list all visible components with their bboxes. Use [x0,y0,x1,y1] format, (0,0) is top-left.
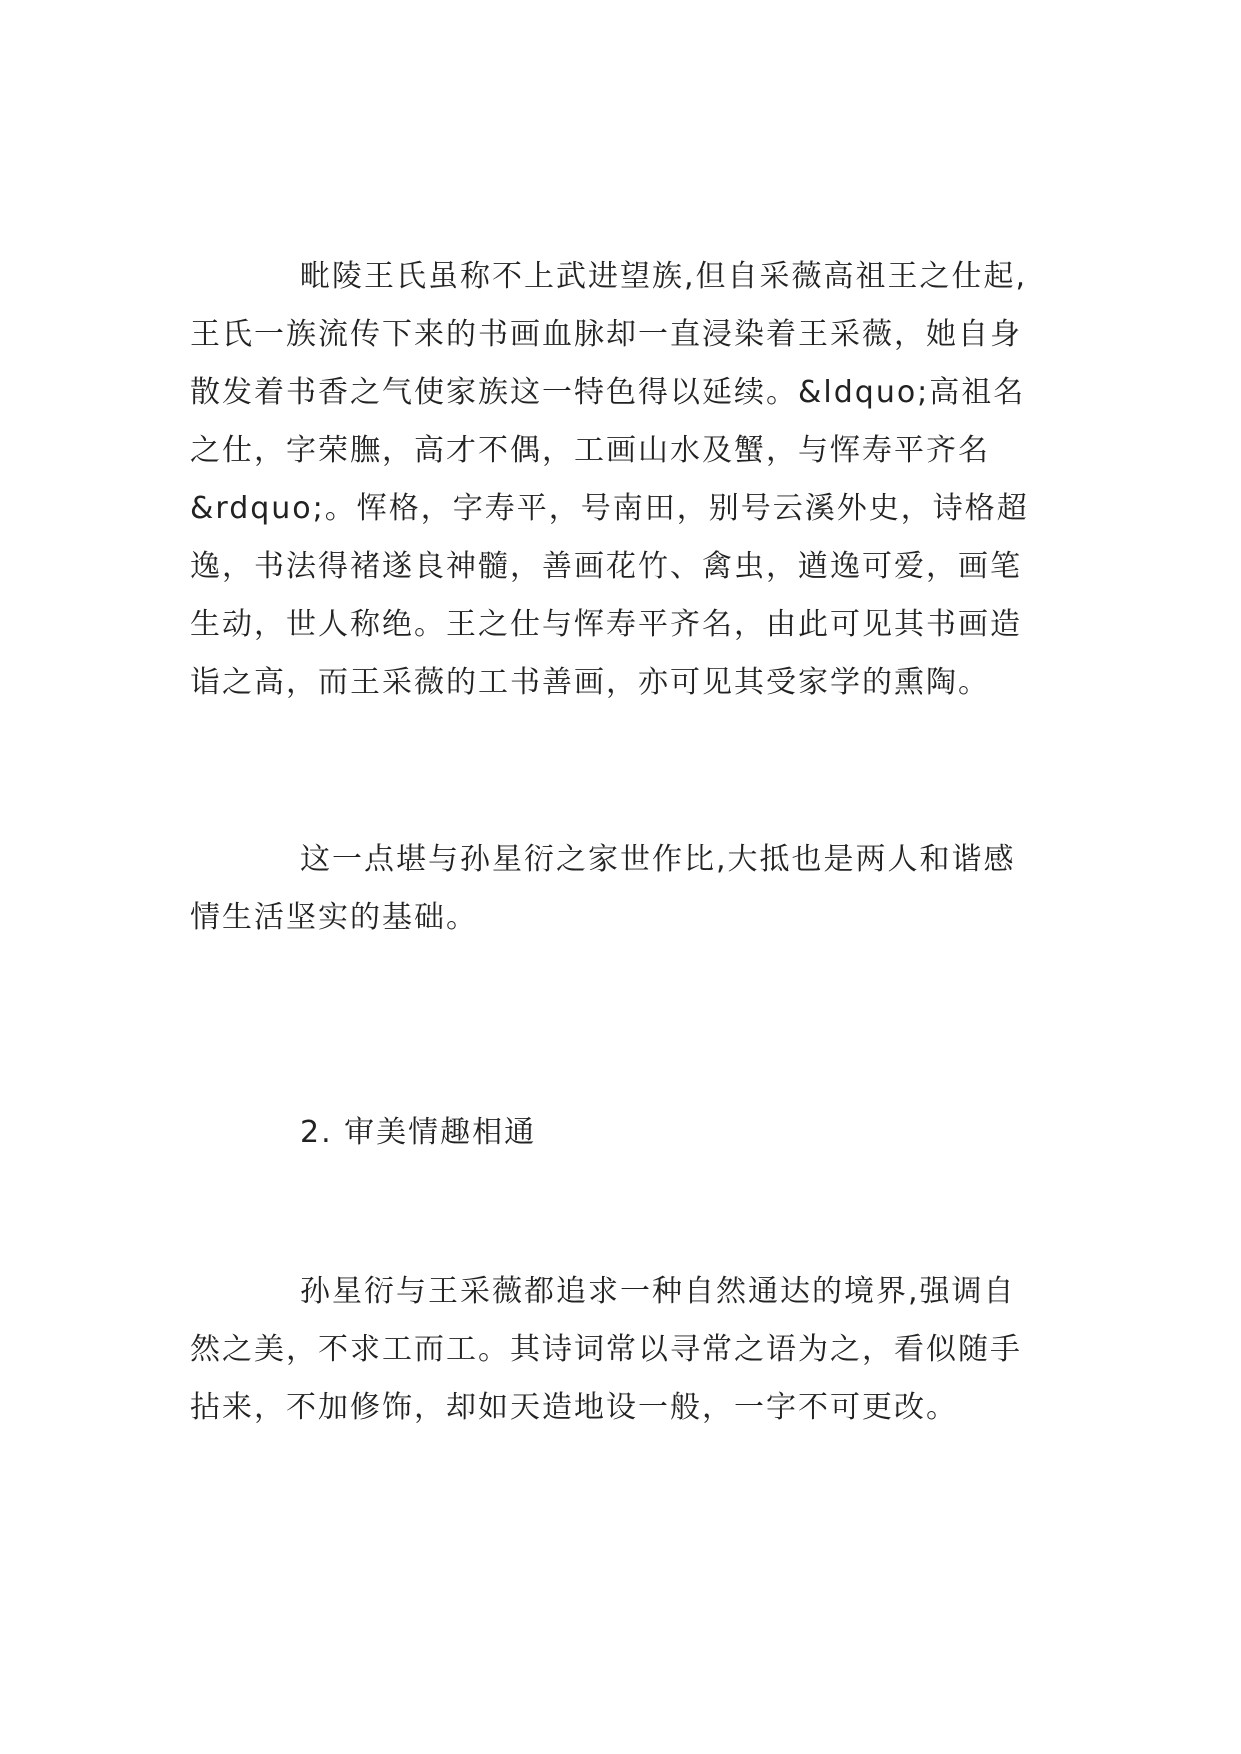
paragraph-line: 这一点堪与孙星衍之家世作比,大抵也是两人和谐感 [300,842,1016,877]
paragraph-line: 王氏一族流传下来的书画血脉却一直浸染着王采薇，她自身 [190,317,1022,352]
paragraph-line: 拈来，不加修饰，却如天造地设一般，一字不可更改。 [190,1390,958,1425]
paragraph-aesthetic-taste [190,1263,1070,1437]
section-heading [190,1104,1070,1162]
paragraph-line: 孙星衍与王采薇都追求一种自然通达的境界,强调自 [300,1274,1016,1309]
section-heading-text: 2. 审美情趣相通 [300,1115,537,1150]
paragraph-line: 逸，书法得褚遂良神髓，善画花竹、禽虫，遒逸可爱，画笔 [190,549,1022,584]
paragraph-line: 诣之高，而王采薇的工书善画，亦可见其受家学的熏陶。 [190,665,990,700]
paragraph-line: 之仕，字荣膴，高才不偶，工画山水及蟹，与恽寿平齐名 [190,433,990,468]
paragraph-line: &rdquo;。恽格，字寿平，号南田，别号云溪外史，诗格超 [190,491,1029,526]
paragraph-line: 毗陵王氏虽称不上武进望族,但自采薇高祖王之仕起, [300,259,1028,294]
paragraph-line: 生动，世人称绝。王之仕与恽寿平齐名，由此可见其书画造 [190,607,1022,642]
paragraph-line: 然之美，不求工而工。其诗词常以寻常之语为之，看似随手 [190,1332,1022,1367]
paragraph-wang-family-lineage [190,248,1070,712]
paragraph-family-comparison [190,831,1070,947]
paragraph-line: 散发着书香之气使家族这一特色得以延续。&ldquo;高祖名 [190,375,1026,410]
paragraph-line: 情生活坚实的基础。 [190,900,478,935]
